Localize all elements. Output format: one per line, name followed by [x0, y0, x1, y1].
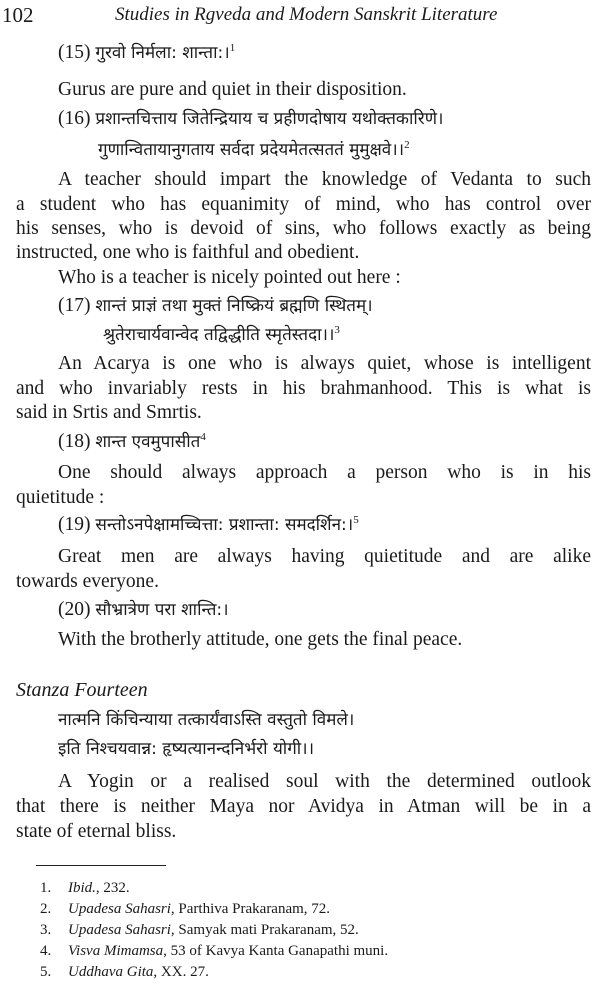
- page-number: 102: [2, 3, 34, 27]
- text-line: a student who has equanimity of mind, who has control over: [16, 194, 591, 215]
- text-line: his senses, who is devoid of sins, who follows exactly as being: [16, 218, 591, 239]
- stanza-verse-line: इति निश्चयवान्न: हृष्यत्यानन्दनिर्भरो योगी।।: [58, 739, 315, 759]
- verse-line: (16) प्रशान्तचित्ताय जितेन्द्रियाय च प्रहीणदोषाय यथोक्तकारिणे।: [58, 108, 444, 129]
- text-line: With the brotherly attitude, one gets the final peace.: [58, 629, 463, 650]
- text-line: quietitude :: [16, 487, 105, 508]
- verse-line: गुणान्वितायानुगताय सर्वदा प्रदेयमेतत्सततं मुमुक्षवे।।$^2$: [98, 139, 410, 160]
- text-line: A teacher should impart the knowledge of Vedanta to such: [58, 169, 591, 190]
- text-line: and who invariably rests in his brahmanhood. This is what is: [16, 378, 591, 399]
- verse-line: (17) शान्तं प्राज्ञं तथा मुक्तं निष्क्रियं ब्रह्मणि स्थितम्।: [58, 295, 373, 316]
- footnote-divider: [36, 865, 166, 866]
- footnote: 4. Visva Mimamsa, 53 of Kavya Kanta Ganapathi muni.: [40, 943, 389, 959]
- verse-line: (15) गुरवो निर्मला: शान्ता:।$^1$: [58, 42, 236, 63]
- text-line: that there is neither Maya nor Avidya in Atman will be in a: [16, 796, 591, 817]
- stanza-heading: Stanza Fourteen: [16, 679, 148, 701]
- footnote: 1. Ibid., 232.: [40, 880, 130, 896]
- footnote: 5. Uddhava Gita, XX. 27.: [40, 964, 209, 980]
- text-line: state of eternal bliss.: [16, 821, 177, 842]
- footnote: 3. Upadesa Sahasri, Samyak mati Prakaranam, 52.: [40, 922, 359, 938]
- text-line: An Acarya is one who is always quiet, whose is intelligent: [58, 353, 591, 374]
- verse-line: (18) शान्त एवमुपासीत$^4$: [58, 431, 206, 452]
- text-line: Gurus are pure and quiet in their disposition.: [58, 79, 407, 100]
- text-line: A Yogin or a realised soul with the determined outlook: [58, 771, 591, 792]
- footnote: 2. Upadesa Sahasri, Parthiva Prakaranam, 72.: [40, 901, 331, 917]
- verse-line: (20) सौभ्रात्रेण परा शान्ति:।: [58, 599, 229, 620]
- text-line: Who is a teacher is nicely pointed out here :: [58, 267, 401, 288]
- verse-line: श्रुतेराचार्यवान्वेद तद्विद्धीति स्मृतेस्तदा।।$^3$: [103, 324, 340, 345]
- stanza-verse-line: नात्मनि किंचिन्याया तत्कार्यंवाऽस्ति वस्तुतो विमले।: [58, 710, 355, 730]
- page-header: [0, 3, 600, 31]
- running-title: Studies in Rgveda and Modern Sanskrit Literature: [115, 4, 498, 25]
- text-line: towards everyone.: [16, 571, 159, 592]
- text-line: One should always approach a person who is in his: [58, 462, 591, 483]
- text-line: Great men are always having quietitude and are alike: [58, 546, 591, 567]
- verse-line: (19) सन्तोऽनपेक्षामच्चित्ता: प्रशान्ता: समदर्शिन:।$^5$: [58, 514, 359, 535]
- text-line: instructed, one who is faithful and obedient.: [16, 242, 360, 263]
- text-line: said in Srtis and Smrtis.: [16, 402, 202, 423]
